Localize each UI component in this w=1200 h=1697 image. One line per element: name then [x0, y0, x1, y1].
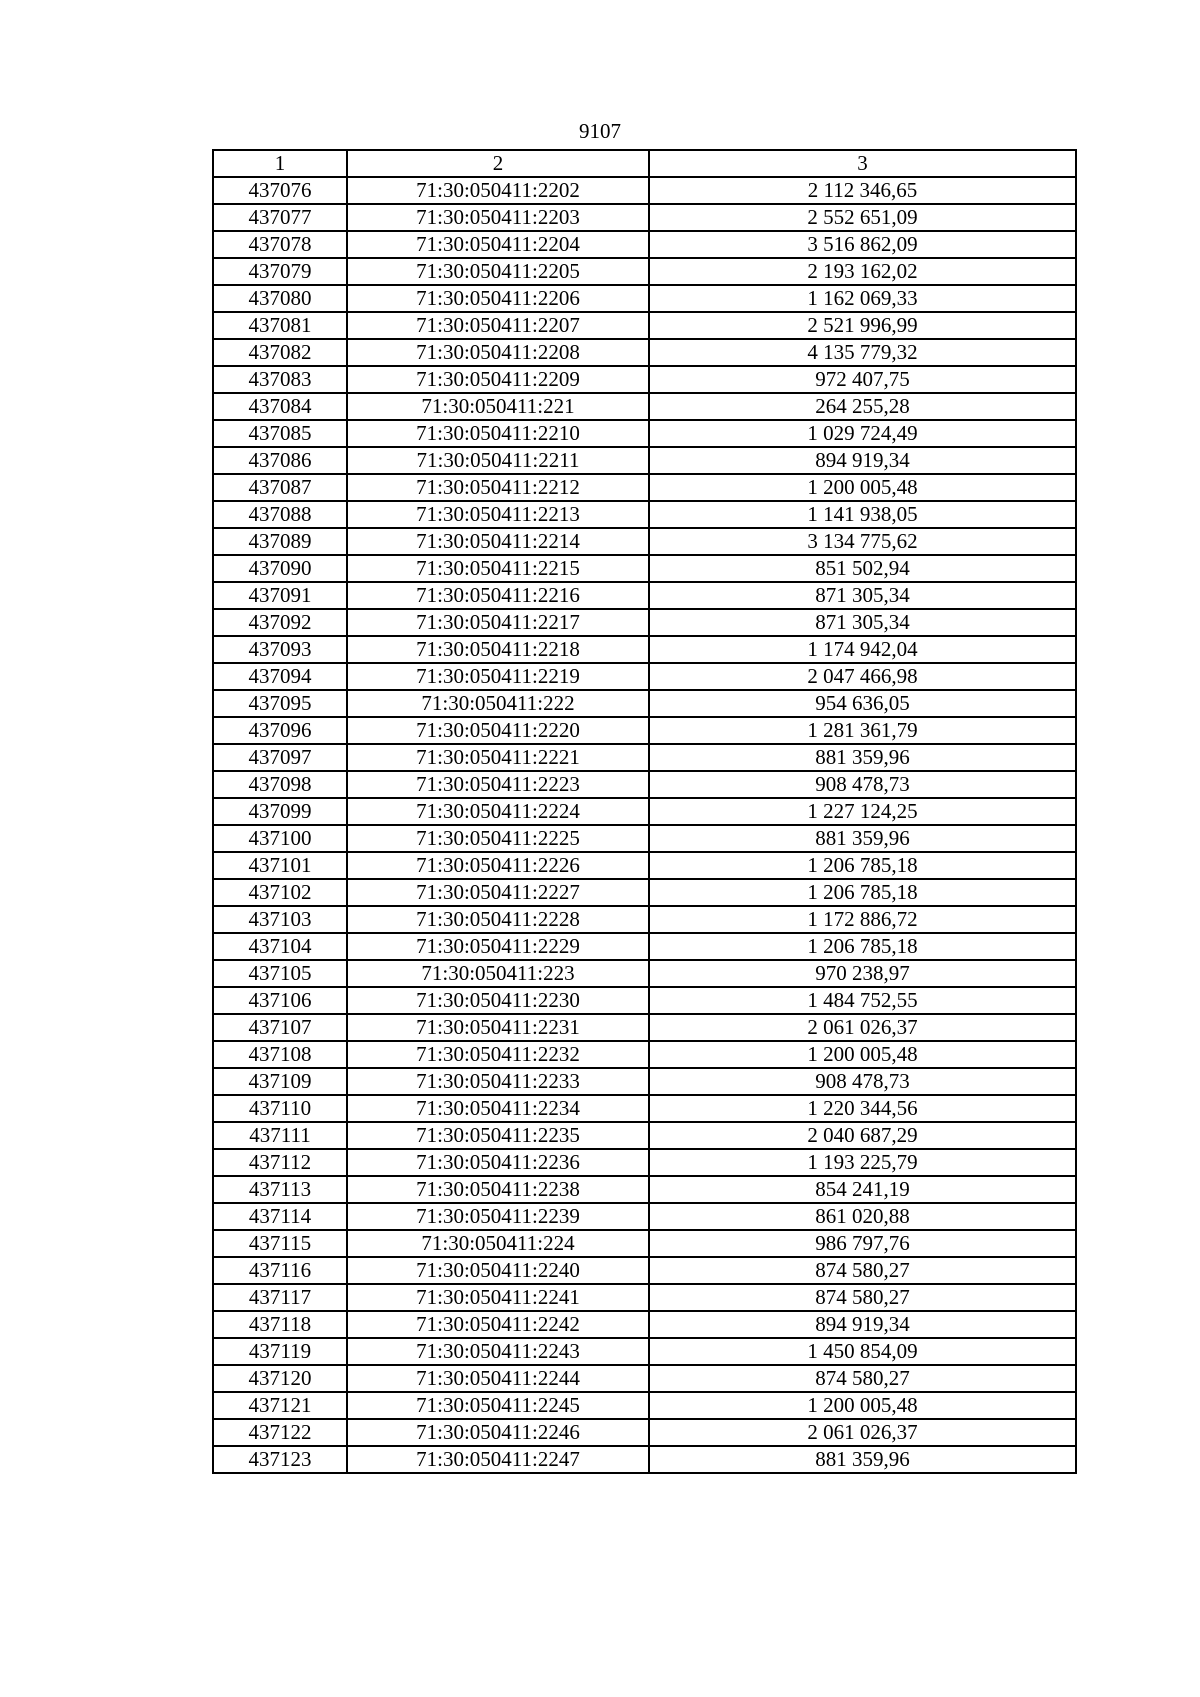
table-row — [213, 636, 1076, 663]
table-row — [213, 1122, 1076, 1149]
table-row — [213, 609, 1076, 636]
table-row — [213, 987, 1076, 1014]
table-row — [213, 582, 1076, 609]
cell-cadastral-value: 2 047 466,98 — [649, 663, 1076, 690]
cell-cadastral-value: 908 478,73 — [649, 771, 1076, 798]
cell-cadastral-value: 1 450 854,09 — [649, 1338, 1076, 1365]
cell-cadastral-number: 71:30:050411:223 — [347, 960, 649, 987]
cell-row-number: 437118 — [213, 1311, 347, 1338]
cell-cadastral-value: 954 636,05 — [649, 690, 1076, 717]
table-row — [213, 1095, 1076, 1122]
cell-cadastral-value: 986 797,76 — [649, 1230, 1076, 1257]
cell-cadastral-value: 894 919,34 — [649, 1311, 1076, 1338]
cell-cadastral-number: 71:30:050411:2241 — [347, 1284, 649, 1311]
cell-cadastral-number: 71:30:050411:2243 — [347, 1338, 649, 1365]
cell-row-number: 437097 — [213, 744, 347, 771]
cell-row-number: 437092 — [213, 609, 347, 636]
table-row — [213, 1176, 1076, 1203]
cell-cadastral-value: 1 200 005,48 — [649, 1392, 1076, 1419]
table-row — [213, 177, 1076, 204]
cell-cadastral-value: 2 552 651,09 — [649, 204, 1076, 231]
cell-row-number: 437103 — [213, 906, 347, 933]
cell-row-number: 437076 — [213, 177, 347, 204]
cell-cadastral-value: 3 516 862,09 — [649, 231, 1076, 258]
cell-cadastral-number: 71:30:050411:2233 — [347, 1068, 649, 1095]
cell-cadastral-value: 2 040 687,29 — [649, 1122, 1076, 1149]
table-row — [213, 1311, 1076, 1338]
cell-cadastral-value: 871 305,34 — [649, 582, 1076, 609]
table-row — [213, 339, 1076, 366]
cell-cadastral-value: 1 174 942,04 — [649, 636, 1076, 663]
cell-row-number: 437120 — [213, 1365, 347, 1392]
cell-row-number: 437088 — [213, 501, 347, 528]
cell-row-number: 437114 — [213, 1203, 347, 1230]
table-row — [213, 501, 1076, 528]
table-row — [213, 933, 1076, 960]
cell-row-number: 437094 — [213, 663, 347, 690]
cell-cadastral-number: 71:30:050411:2239 — [347, 1203, 649, 1230]
cell-cadastral-value: 1 484 752,55 — [649, 987, 1076, 1014]
cell-cadastral-number: 71:30:050411:2221 — [347, 744, 649, 771]
cell-cadastral-value: 1 220 344,56 — [649, 1095, 1076, 1122]
cell-cadastral-number: 71:30:050411:2206 — [347, 285, 649, 312]
table-row — [213, 1338, 1076, 1365]
cell-row-number: 437109 — [213, 1068, 347, 1095]
column-header-value: 3 — [649, 150, 1076, 177]
cell-cadastral-number: 71:30:050411:2217 — [347, 609, 649, 636]
cell-cadastral-number: 71:30:050411:2213 — [347, 501, 649, 528]
cell-row-number: 437119 — [213, 1338, 347, 1365]
cell-cadastral-number: 71:30:050411:2240 — [347, 1257, 649, 1284]
table-row — [213, 231, 1076, 258]
table-row — [213, 1230, 1076, 1257]
cell-row-number: 437098 — [213, 771, 347, 798]
cell-cadastral-number: 71:30:050411:2214 — [347, 528, 649, 555]
table-row — [213, 825, 1076, 852]
table-row — [213, 771, 1076, 798]
table-row — [213, 1284, 1076, 1311]
table-row — [213, 420, 1076, 447]
cell-cadastral-number: 71:30:050411:2202 — [347, 177, 649, 204]
table-row — [213, 690, 1076, 717]
cell-cadastral-value: 264 255,28 — [649, 393, 1076, 420]
cell-cadastral-number: 71:30:050411:2205 — [347, 258, 649, 285]
cell-cadastral-number: 71:30:050411:2242 — [347, 1311, 649, 1338]
cell-cadastral-number: 71:30:050411:2223 — [347, 771, 649, 798]
cell-cadastral-value: 1 206 785,18 — [649, 879, 1076, 906]
cell-row-number: 437121 — [213, 1392, 347, 1419]
cell-cadastral-number: 71:30:050411:2246 — [347, 1419, 649, 1446]
cell-row-number: 437078 — [213, 231, 347, 258]
cell-cadastral-value: 851 502,94 — [649, 555, 1076, 582]
cell-cadastral-number: 71:30:050411:2235 — [347, 1122, 649, 1149]
cell-cadastral-number: 71:30:050411:2228 — [347, 906, 649, 933]
cell-cadastral-number: 71:30:050411:2244 — [347, 1365, 649, 1392]
table-row — [213, 555, 1076, 582]
cell-cadastral-number: 71:30:050411:2210 — [347, 420, 649, 447]
cell-row-number: 437111 — [213, 1122, 347, 1149]
cell-row-number: 437077 — [213, 204, 347, 231]
table-body — [213, 177, 1076, 1473]
cell-row-number: 437112 — [213, 1149, 347, 1176]
table-row — [213, 879, 1076, 906]
table-row — [213, 1149, 1076, 1176]
cell-row-number: 437102 — [213, 879, 347, 906]
cell-cadastral-number: 71:30:050411:2208 — [347, 339, 649, 366]
cell-cadastral-value: 1 141 938,05 — [649, 501, 1076, 528]
cell-cadastral-value: 861 020,88 — [649, 1203, 1076, 1230]
cell-row-number: 437106 — [213, 987, 347, 1014]
table-row — [213, 528, 1076, 555]
table-row — [213, 258, 1076, 285]
table-row — [213, 1014, 1076, 1041]
cell-cadastral-number: 71:30:050411:2227 — [347, 879, 649, 906]
cell-cadastral-number: 71:30:050411:2247 — [347, 1446, 649, 1473]
cell-cadastral-number: 71:30:050411:2224 — [347, 798, 649, 825]
cell-cadastral-value: 1 172 886,72 — [649, 906, 1076, 933]
cell-cadastral-number: 71:30:050411:2226 — [347, 852, 649, 879]
cell-row-number: 437122 — [213, 1419, 347, 1446]
cell-row-number: 437107 — [213, 1014, 347, 1041]
cell-cadastral-number: 71:30:050411:2219 — [347, 663, 649, 690]
cell-cadastral-number: 71:30:050411:2204 — [347, 231, 649, 258]
cell-cadastral-value: 881 359,96 — [649, 825, 1076, 852]
cell-cadastral-number: 71:30:050411:2220 — [347, 717, 649, 744]
cell-cadastral-value: 972 407,75 — [649, 366, 1076, 393]
cell-cadastral-number: 71:30:050411:2245 — [347, 1392, 649, 1419]
table-row — [213, 447, 1076, 474]
cell-cadastral-number: 71:30:050411:224 — [347, 1230, 649, 1257]
column-header-number: 1 — [213, 150, 347, 177]
table-row — [213, 1041, 1076, 1068]
cell-cadastral-number: 71:30:050411:2209 — [347, 366, 649, 393]
table-row — [213, 1068, 1076, 1095]
cell-cadastral-value: 1 029 724,49 — [649, 420, 1076, 447]
cell-row-number: 437087 — [213, 474, 347, 501]
cell-row-number: 437104 — [213, 933, 347, 960]
cell-cadastral-number: 71:30:050411:2203 — [347, 204, 649, 231]
cell-row-number: 437113 — [213, 1176, 347, 1203]
cell-cadastral-number: 71:30:050411:2207 — [347, 312, 649, 339]
cell-row-number: 437089 — [213, 528, 347, 555]
cell-row-number: 437117 — [213, 1284, 347, 1311]
cell-row-number: 437108 — [213, 1041, 347, 1068]
table-row — [213, 1419, 1076, 1446]
cell-cadastral-value: 1 206 785,18 — [649, 933, 1076, 960]
table-row — [213, 1257, 1076, 1284]
table-row — [213, 474, 1076, 501]
cell-row-number: 437110 — [213, 1095, 347, 1122]
cell-cadastral-number: 71:30:050411:221 — [347, 393, 649, 420]
page-number: 9107 — [579, 119, 621, 143]
table-row — [213, 717, 1076, 744]
table-row — [213, 393, 1076, 420]
cell-cadastral-number: 71:30:050411:2238 — [347, 1176, 649, 1203]
cell-row-number: 437090 — [213, 555, 347, 582]
cell-cadastral-value: 1 281 361,79 — [649, 717, 1076, 744]
cell-cadastral-value: 854 241,19 — [649, 1176, 1076, 1203]
table-row — [213, 798, 1076, 825]
table-row — [213, 1203, 1076, 1230]
cell-row-number: 437123 — [213, 1446, 347, 1473]
table-row — [213, 285, 1076, 312]
cell-cadastral-value: 970 238,97 — [649, 960, 1076, 987]
cell-row-number: 437091 — [213, 582, 347, 609]
cell-cadastral-value: 908 478,73 — [649, 1068, 1076, 1095]
table-row — [213, 960, 1076, 987]
cell-cadastral-number: 71:30:050411:2230 — [347, 987, 649, 1014]
cell-cadastral-value: 1 227 124,25 — [649, 798, 1076, 825]
cell-cadastral-value: 3 134 775,62 — [649, 528, 1076, 555]
cell-cadastral-number: 71:30:050411:2231 — [347, 1014, 649, 1041]
cell-row-number: 437079 — [213, 258, 347, 285]
table-header-row — [213, 150, 1076, 177]
cell-cadastral-value: 894 919,34 — [649, 447, 1076, 474]
table-row — [213, 366, 1076, 393]
table-row — [213, 1392, 1076, 1419]
table-row — [213, 852, 1076, 879]
cell-cadastral-value: 2 061 026,37 — [649, 1014, 1076, 1041]
cell-cadastral-number: 71:30:050411:2236 — [347, 1149, 649, 1176]
cell-row-number: 437096 — [213, 717, 347, 744]
cell-row-number: 437099 — [213, 798, 347, 825]
cell-row-number: 437084 — [213, 393, 347, 420]
cell-row-number: 437086 — [213, 447, 347, 474]
cell-cadastral-number: 71:30:050411:2225 — [347, 825, 649, 852]
cell-cadastral-value: 1 206 785,18 — [649, 852, 1076, 879]
cell-cadastral-number: 71:30:050411:2212 — [347, 474, 649, 501]
table-row — [213, 663, 1076, 690]
cell-row-number: 437101 — [213, 852, 347, 879]
cell-cadastral-value: 4 135 779,32 — [649, 339, 1076, 366]
cell-cadastral-number: 71:30:050411:222 — [347, 690, 649, 717]
table-row — [213, 1446, 1076, 1473]
cell-cadastral-number: 71:30:050411:2218 — [347, 636, 649, 663]
cell-row-number: 437116 — [213, 1257, 347, 1284]
cell-row-number: 437105 — [213, 960, 347, 987]
cell-cadastral-number: 71:30:050411:2216 — [347, 582, 649, 609]
table-row — [213, 744, 1076, 771]
cell-cadastral-value: 2 193 162,02 — [649, 258, 1076, 285]
table-row — [213, 906, 1076, 933]
cell-cadastral-value: 2 112 346,65 — [649, 177, 1076, 204]
cell-cadastral-number: 71:30:050411:2229 — [347, 933, 649, 960]
cell-row-number: 437100 — [213, 825, 347, 852]
column-header-cadastral-number: 2 — [347, 150, 649, 177]
cell-cadastral-value: 2 061 026,37 — [649, 1419, 1076, 1446]
cell-cadastral-value: 874 580,27 — [649, 1365, 1076, 1392]
cell-cadastral-value: 1 200 005,48 — [649, 474, 1076, 501]
cell-row-number: 437085 — [213, 420, 347, 447]
cell-cadastral-number: 71:30:050411:2232 — [347, 1041, 649, 1068]
cell-cadastral-value: 874 580,27 — [649, 1284, 1076, 1311]
cell-cadastral-value: 1 162 069,33 — [649, 285, 1076, 312]
cell-row-number: 437082 — [213, 339, 347, 366]
cell-cadastral-value: 881 359,96 — [649, 744, 1076, 771]
cell-cadastral-value: 1 193 225,79 — [649, 1149, 1076, 1176]
cell-cadastral-number: 71:30:050411:2234 — [347, 1095, 649, 1122]
cell-cadastral-value: 1 200 005,48 — [649, 1041, 1076, 1068]
cell-cadastral-number: 71:30:050411:2211 — [347, 447, 649, 474]
cell-row-number: 437080 — [213, 285, 347, 312]
cell-row-number: 437083 — [213, 366, 347, 393]
cell-row-number: 437093 — [213, 636, 347, 663]
cadastral-value-table — [212, 149, 1077, 1474]
cell-cadastral-value: 881 359,96 — [649, 1446, 1076, 1473]
cell-cadastral-value: 874 580,27 — [649, 1257, 1076, 1284]
cell-cadastral-value: 2 521 996,99 — [649, 312, 1076, 339]
table-row — [213, 204, 1076, 231]
cell-row-number: 437081 — [213, 312, 347, 339]
table-row — [213, 312, 1076, 339]
cell-row-number: 437115 — [213, 1230, 347, 1257]
table-row — [213, 1365, 1076, 1392]
cell-row-number: 437095 — [213, 690, 347, 717]
cell-cadastral-number: 71:30:050411:2215 — [347, 555, 649, 582]
cell-cadastral-value: 871 305,34 — [649, 609, 1076, 636]
